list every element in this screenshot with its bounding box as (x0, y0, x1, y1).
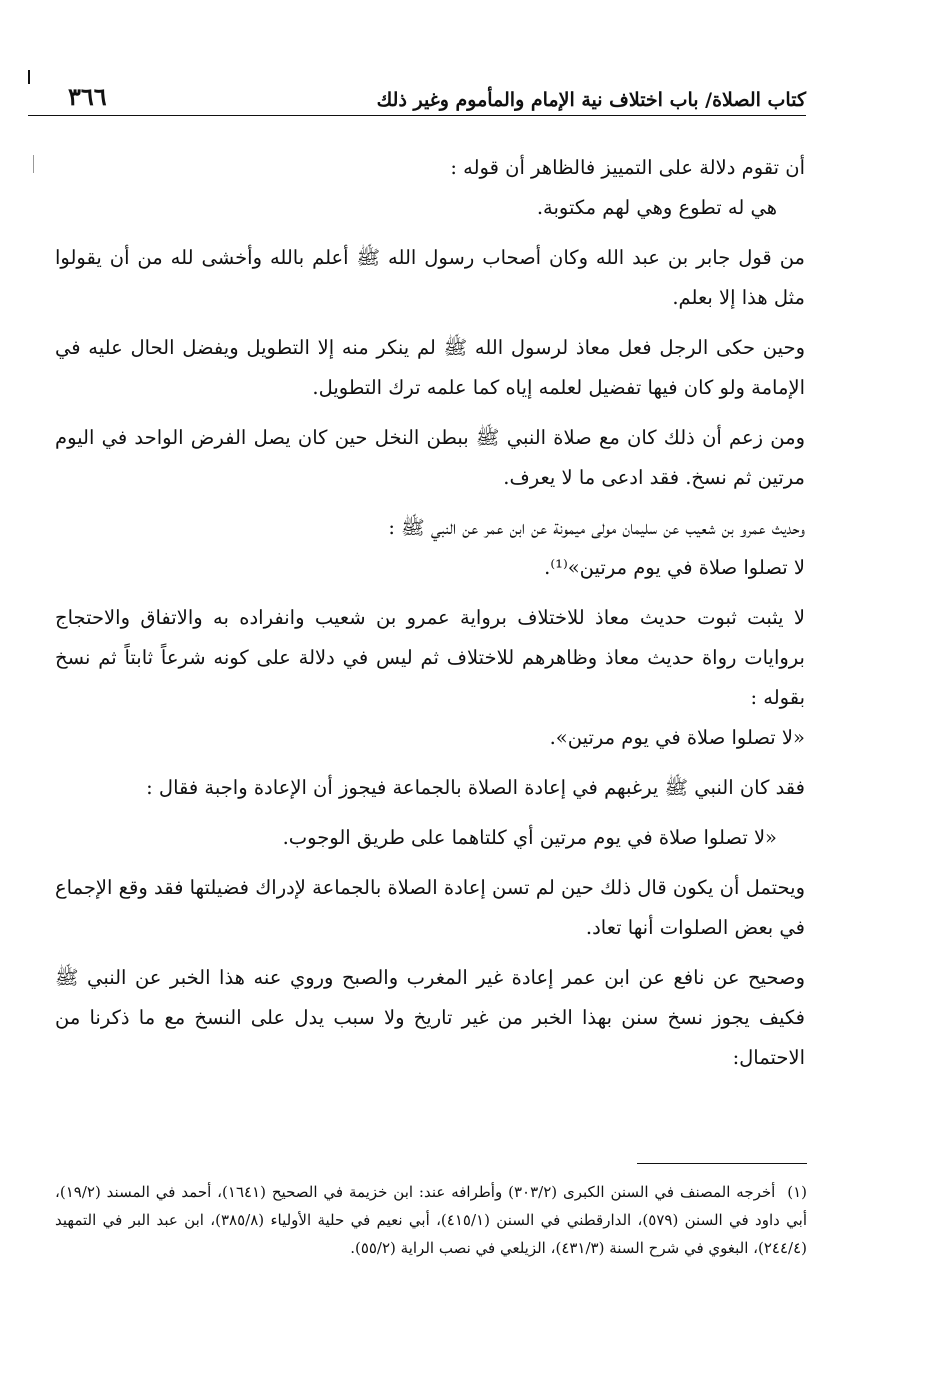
page-number: ٣٦٦ (68, 82, 107, 111)
footnote-separator (637, 1163, 807, 1164)
paragraph: وحين حكى الرجل فعل معاذ لرسول الله ﷺ لم ينكر منه إلا التطويل ويفضل الحال عليه في الإمامة ولو كان فيها تفضيل لعلمه إياه كما علمه ترك التطويل. (55, 336, 805, 399)
quoted-text: هي له تطوع وهي لهم مكتوبة. (536, 196, 777, 219)
paragraph: ومن زعم أن ذلك كان مع صلاة النبي ﷺ ببطن النخل حين كان يصل الفرض الواحد في اليوم مرتين ثم نسخ. فقد ادعى ما لا يعرف. (55, 426, 805, 489)
paragraph: فقد كان النبي ﷺ يرغبهم في إعادة الصلاة بالجماعة فيجوز أن الإعادة واجبة فقال : (146, 776, 805, 799)
running-header (28, 80, 806, 116)
scan-mark (33, 155, 34, 173)
footnote-number: (١) (787, 1183, 808, 1201)
paragraph: وحديث عمرو بن شعيب عن سليمان مولى ميمونة عن ابن عمر عن النبي ﷺ : (388, 516, 805, 539)
footnote (55, 1178, 807, 1262)
paragraph: لا يثبت ثبوت حديث معاذ للاختلاف برواية عمرو بن شعيب وانفراده به والاتفاق والاحتجاج بروايات رواة حديث معاذ وظاهرهم للاختلاف ثم ليس في دلالة على كونه شرعاً ثابتاً ثم نسخ بقوله : (55, 606, 805, 709)
footnote-text: أخرجه المصنف في السنن الكبرى (٣٠٣/٢) وأطرافه عند: ابن خزيمة في الصحيح (١٦٤١)، أحمد في المسند (١٩/٢)، أبي داود في السنن (٥٧٩)، الدارقطني في السنن (٤١٥/١)، أبي نعيم في حلية الأولياء (٣٨٥/٨)، ابن عبد البر في التمهيد (٢٤٤/٤)، البغوي في شرح السنة (٤٣١/٣)، الزيلعي في نصب الراية (٥٥/٢). (55, 1183, 808, 1257)
header-title: كتاب الصلاة/ باب اختلاف نية الإمام والمأموم وغير ذلك (376, 89, 806, 111)
paragraph: من قول جابر بن عبد الله وكان أصحاب رسول الله ﷺ أعلم بالله وأخشى لله من أن يقولوا مثل هذا إلا بعلم. (55, 246, 805, 309)
paragraph: وصحيح عن نافع عن ابن عمر إعادة غير المغرب والصبح وروي عنه هذا الخبر عن النبي ﷺ فكيف يجوز نسخ سنن بهذا الخبر من غير تاريخ ولا سبب يدل على النسخ مع ما ذكرنا من الاحتمال: (55, 966, 805, 1069)
quoted-text: «لا تصلوا صلاة في يوم مرتين أي كلتاهما على طريق الوجوب. (282, 826, 777, 849)
main-text (55, 148, 805, 1088)
paragraph: أن تقوم دلالة على التمييز فالظاهر أن قوله : (450, 156, 805, 179)
quoted-text: لا تصلوا صلاة في يوم مرتين»⁽¹⁾. (544, 556, 805, 579)
quoted-text: «لا تصلوا صلاة في يوم مرتين». (549, 726, 805, 749)
paragraph: ويحتمل أن يكون قال ذلك حين لم تسن إعادة الصلاة بالجماعة لإدراك فضيلتها فقد وقع الإجماع في بعض الصلوات أنها تعاد. (55, 876, 805, 939)
